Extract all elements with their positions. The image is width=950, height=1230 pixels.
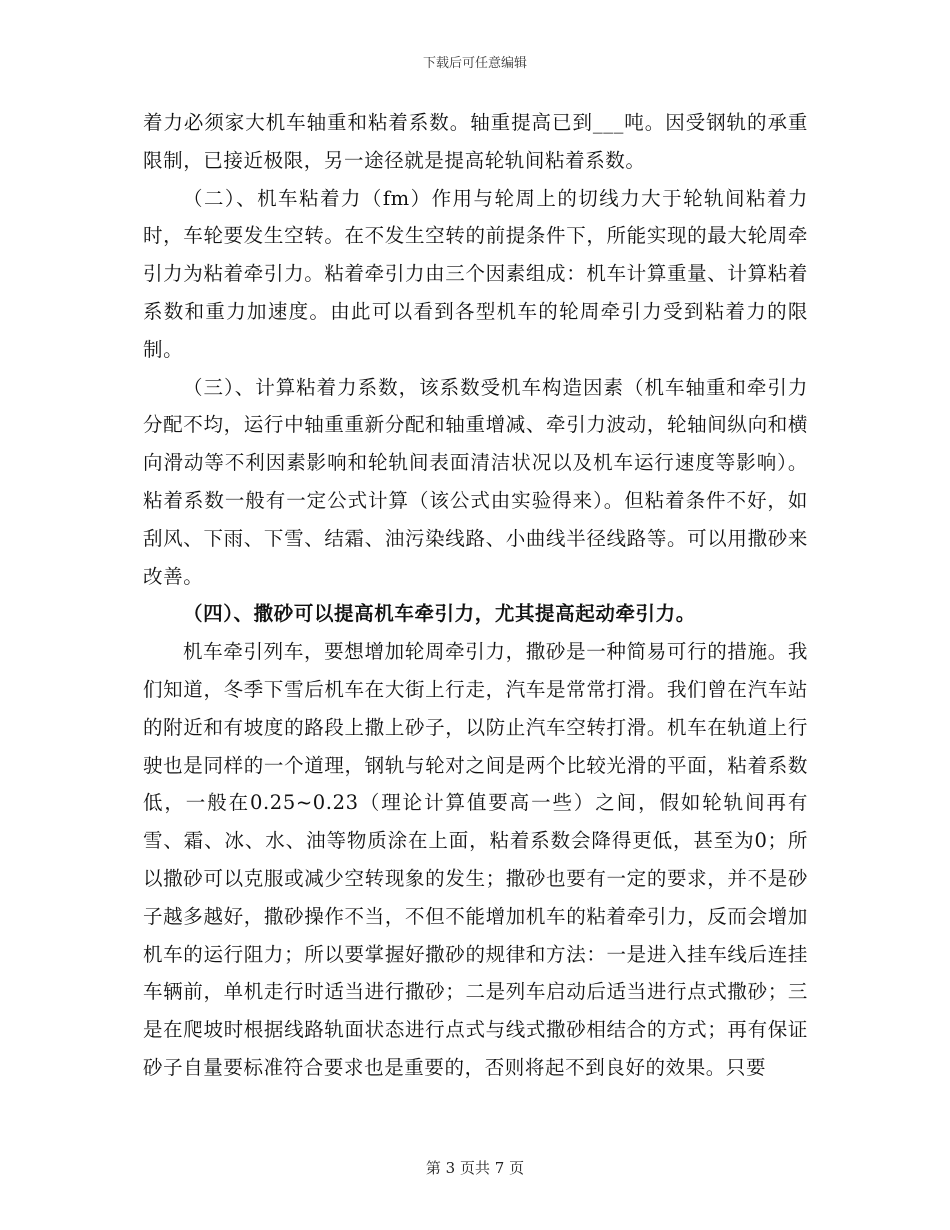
page-header: 下载后可任意编辑	[422, 56, 527, 71]
paragraph-1: 着力必须家大机车轴重和粘着系数。轴重提高已到___吨。因受钢轨的承重限制，已接近极限，另一途径就是提高轮轨间粘着系数。	[143, 111, 808, 172]
paragraph-2: （二）、机车粘着力（fm）作用与轮周上的切线力大于轮轨间粘着力时，车轮要发生空转。在不发生空转的前提条件下，所能实现的最大轮周牵引力为粘着牵引力。粘着牵引力由三个因素组成：机车计算重量、计算粘着系数和重力加速度。由此可以看到各型机车的轮周牵引力受到粘着力的限制。	[143, 186, 808, 361]
page-footer: 第 3 页共 7 页	[425, 1159, 525, 1177]
paragraph-3: （三）、计算粘着力系数，该系数受机车构造因素（机车轴重和牵引力分配不均，运行中轴重重新分配和轴重增减、牵引力波动，轮轴间纵向和横向滑动等不利因素影响和轮轨间表面清洁状况以及机车运行速度等影响）。粘着系数一般有一定公式计算（该公式由实验得来）。但粘着条件不好，如刮风、下雨、下雪、结霜、油污染线路、小曲线半径线路等。可以用撒砂来改善。	[143, 375, 808, 588]
paragraph-5: 机车牵引列车，要想增加轮周牵引力，撒砂是一种简易可行的措施。我们知道，冬季下雪后机车在大街上行走，汽车是常常打滑。我们曾在汽车站的附近和有坡度的路段上撒上砂子，以防止汽车空转打滑。机车在轨道上行驶也是同样的一个道理，钢轨与轮对之间是两个比较光滑的平面，粘着系数低，一般在0.25~0.23（理论计算值要高一些）之间，假如轮轨间再有雪、霜、冰、水、油等物质涂在上面，粘着系数会降得更低，甚至为0；所以撒砂可以克服或减少空转现象的发生；撒砂也要有一定的要求，并不是砂子越多越好，撒砂操作不当，不但不能增加机车的粘着牵引力，反而会增加机车的运行阻力；所以要掌握好撒砂的规律和方法：一是进入挂车线后连挂车辆前，单机走行时适当进行撒砂；二是列车启动后适当进行点式撒砂；三是在爬坡时根据线路轨面状态进行点式与线式撒砂相结合的方式；再有保证砂子自量要标准符合要求也是重要的，否则将起不到良好的效果。只要	[143, 640, 808, 1079]
document-body	[143, 104, 808, 1087]
section-heading-4: （四）、撒砂可以提高机车牵引力，尤其提高起动牵引力。	[183, 602, 696, 626]
